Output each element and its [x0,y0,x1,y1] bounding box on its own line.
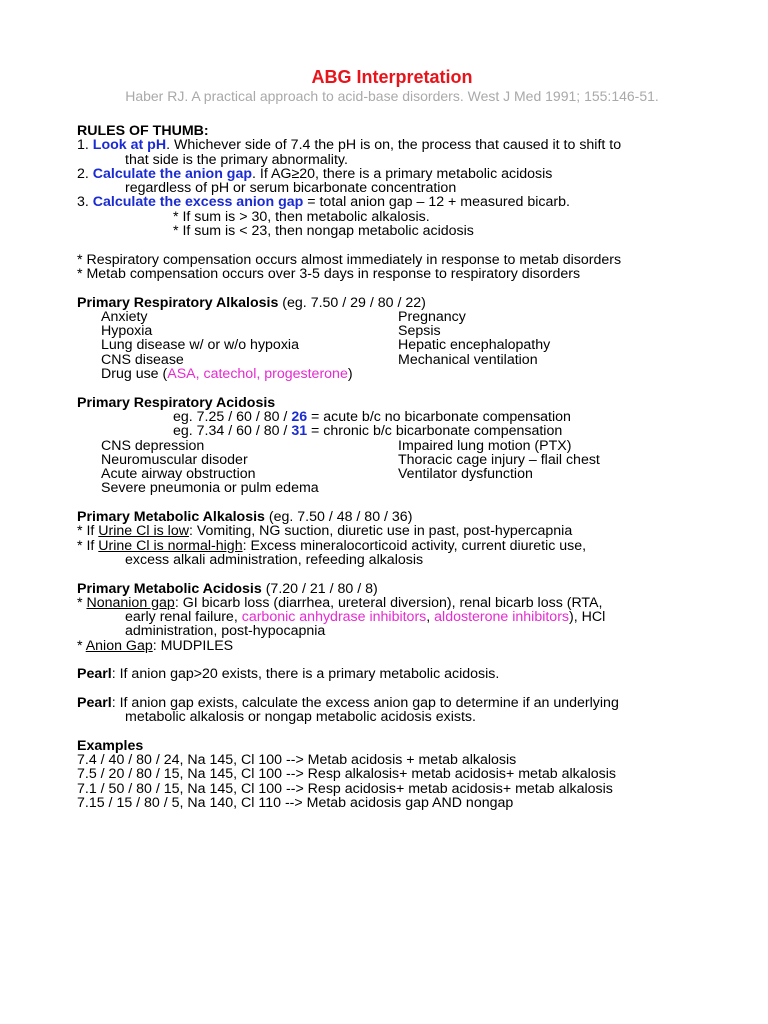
examples-heading: Examples [77,737,144,754]
example-item: 7.1 / 50 / 80 / 15, Na 145, Cl 100 --> Resp acidosis+ metab acidosis+ metab alkalosis [77,780,613,797]
rule-1: 1. Look at pH. Whichever side of 7.4 the pH is on, the process that caused it to shift to [77,137,622,154]
citation: Haber RJ. A practical approach to acid-base disorders. West J Med 1991; 155:146-51. [125,88,659,104]
resp-alkalosis-row-3: Lung disease w/ or w/o hypoxia Hepatic encephalopathy [101,337,551,354]
rules-heading: RULES OF THUMB: [77,123,209,139]
resp-acidosis-row-2: Neuromuscular disoder Thoracic cage injury – flail chest [101,451,600,468]
met-alkalosis-line-1: * If Urine Cl is low: Vomiting, NG suction, diuretic use in past, post-hypercapnia [77,523,573,540]
rule-1-cont: that side is the primary abnormality. [125,151,348,168]
resp-compensation-note: * Respiratory compensation occurs almost immediately in response to metab disorders [77,251,622,268]
example-item: 7.5 / 20 / 80 / 15, Na 145, Cl 100 --> Resp alkalosis+ metab acidosis+ metab alkalosis [77,766,617,783]
metab-compensation-note: * Metab compensation occurs over 3-5 days in response to respiratory disorders [77,265,581,282]
example-item: 7.15 / 15 / 80 / 5, Na 140, Cl 110 --> Metab acidosis gap AND nongap [77,794,514,811]
resp-acidosis-example-1: eg. 7.25 / 60 / 80 / 26 = acute b/c no bicarbonate compensation [173,408,571,425]
met-acidosis-line-1-cont-2: administration, post-hypocapnia [125,623,326,640]
pearl-2-cont: metabolic alkalosis or nongap metabolic acidosis exists. [125,709,476,726]
rule-2-key: Calculate the anion gap [92,165,253,182]
met-acidosis-line-1-cont: early renal failure, carbonic anhydrase inhibitors, aldosterone inhibitors), HCl [125,609,606,626]
rule-2-cont: regardless of pH or serum bicarbonate concentration [125,180,457,197]
rule-3: 3. Calculate the excess anion gap = total anion gap – 12 + measured bicarb. [77,194,570,211]
resp-alkalosis-row-2: Hypoxia Sepsis [101,323,441,340]
resp-acidosis-heading: Primary Respiratory Acidosis [77,394,276,411]
resp-acidosis-example-2: eg. 7.34 / 60 / 80 / 31 = chronic b/c bicarbonate compensation [173,423,563,440]
rule-2: 2. Calculate the anion gap. If AG≥20, there is a primary metabolic acidosis [77,165,553,182]
met-acidosis-line-1: * Nonanion gap: GI bicarb loss (diarrhea, ureteral diversion), renal bicarb loss (RTA, [77,594,603,611]
pearl-2: Pearl: If anion gap exists, calculate the excess anion gap to determine if an underlying [77,694,619,711]
rule-3-sub-2: * If sum is < 23, then nongap metabolic acidosis [173,223,474,240]
rule-3-sub-1: * If sum is > 30, then metabolic alkalosis. [173,208,430,225]
met-alkalosis-line-2-cont: excess alkali administration, refeeding alkalosis [125,551,424,568]
resp-alkalosis-heading: Primary Respiratory Alkalosis (eg. 7.50 / 29 / 80 / 22) [77,294,426,311]
resp-acidosis-row-3: Acute airway obstruction Ventilator dysfunction [101,466,533,483]
resp-acidosis-last: Severe pneumonia or pulm edema [101,480,319,497]
rule-1-key: Look at pH [92,137,167,154]
resp-acidosis-row-1: CNS depression Impaired lung motion (PTX) [101,437,572,454]
met-acidosis-line-2: * Anion Gap: MUDPILES [77,637,234,654]
document-page [77,66,717,810]
resp-alkalosis-row-4: CNS disease Mechanical ventilation [101,351,538,368]
met-acidosis-heading: Primary Metabolic Acidosis (7.20 / 21 / 80 / 8) [77,580,378,597]
resp-alkalosis-drug-use: Drug use (ASA, catechol, progesterone) [101,366,353,383]
resp-alkalosis-row-1: Anxiety Pregnancy [101,308,466,325]
page-title: ABG Interpretation [311,67,473,87]
rule-3-key: Calculate the excess anion gap [92,194,304,211]
met-alkalosis-line-2: * If Urine Cl is normal-high: Excess mineralocorticoid activity, current diuretic use, [77,537,587,554]
pearl-1: Pearl: If anion gap>20 exists, there is a primary metabolic acidosis. [77,666,500,683]
met-alkalosis-heading: Primary Metabolic Alkalosis (eg. 7.50 / 48 / 80 / 36) [77,509,413,526]
example-item: 7.4 / 40 / 80 / 24, Na 145, Cl 100 --> Metab acidosis + metab alkalosis [77,752,517,769]
